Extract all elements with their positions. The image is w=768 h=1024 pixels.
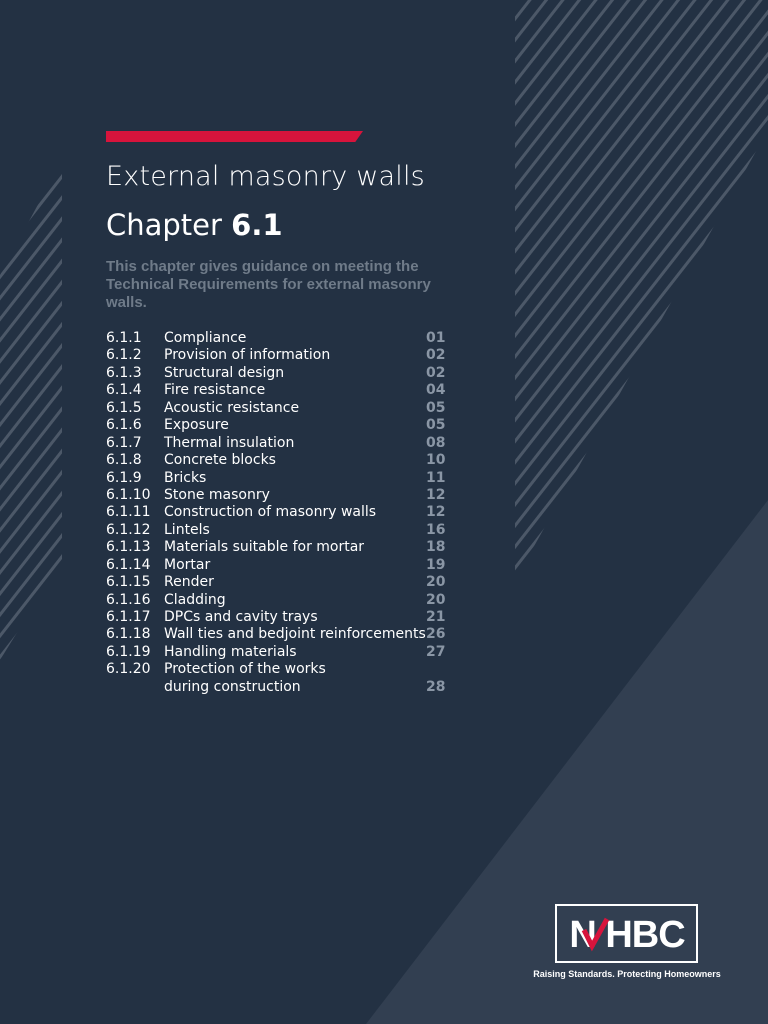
toc-section-number: 6.1.4 xyxy=(106,382,142,399)
toc-section-title: Handling materials xyxy=(164,643,297,660)
toc-section-number: 6.1.6 xyxy=(106,417,142,434)
chapter-heading xyxy=(106,208,283,242)
toc-page-number: 20 xyxy=(426,574,446,591)
toc-section-number: 6.1.9 xyxy=(106,469,142,486)
toc-section-number: 6.1.1 xyxy=(106,330,142,346)
toc-section-number: 6.1.13 xyxy=(106,539,151,556)
toc-page-number: 12 xyxy=(426,486,446,503)
toc-row[interactable] xyxy=(106,330,456,347)
chapter-number: 6.1 xyxy=(231,208,283,242)
toc-section-number: 6.1.5 xyxy=(106,399,142,416)
toc-row[interactable] xyxy=(106,539,456,556)
toc-section-title: Exposure xyxy=(164,417,229,434)
toc-section-number: 6.1.18 xyxy=(106,626,151,643)
toc-section-number: 6.1.2 xyxy=(106,347,142,364)
svg-text:N HBC: N HBC xyxy=(569,914,685,956)
toc-section-title: Thermal insulation xyxy=(164,434,295,451)
toc-row[interactable] xyxy=(106,487,456,504)
toc-row[interactable] xyxy=(106,365,456,382)
toc-row[interactable] xyxy=(106,347,456,364)
toc-section-title: Structural design xyxy=(164,364,285,381)
toc-section-title: Concrete blocks xyxy=(164,452,276,469)
toc-section-title: Protection of the works xyxy=(164,661,326,678)
toc-section-title: Cladding xyxy=(164,591,226,608)
toc-page-number: 26 xyxy=(426,626,446,643)
toc-row[interactable] xyxy=(106,679,456,696)
toc-page-number: 28 xyxy=(426,678,446,695)
toc-page-number: 16 xyxy=(426,521,446,538)
toc-section-title: Bricks xyxy=(164,469,207,486)
toc-section-title: Stone masonry xyxy=(164,486,270,503)
toc-section-number: 6.1.14 xyxy=(106,556,151,573)
toc-section-number: 6.1.11 xyxy=(106,504,151,521)
toc-page-number: 21 xyxy=(426,609,446,625)
chapter-label: Chapter xyxy=(106,208,222,242)
toc-section-number: 6.1.7 xyxy=(106,434,142,451)
toc-section-title: Lintels xyxy=(164,521,210,538)
toc-page-number: 20 xyxy=(426,591,446,608)
toc-page-number: 08 xyxy=(426,434,446,451)
toc-section-title: Materials suitable for mortar xyxy=(164,539,365,556)
toc-row[interactable] xyxy=(106,400,456,417)
toc-row[interactable] xyxy=(106,470,456,487)
toc-section-number: 6.1.8 xyxy=(106,452,142,469)
toc-row[interactable] xyxy=(106,574,456,591)
toc-section-number: 6.1.16 xyxy=(106,591,151,608)
toc-row[interactable] xyxy=(106,557,456,574)
toc-row[interactable] xyxy=(106,382,456,399)
toc-section-number: 6.1.19 xyxy=(106,643,151,660)
table-of-contents xyxy=(106,330,456,696)
toc-section-number: 6.1.10 xyxy=(106,486,151,503)
toc-section-title: Acoustic resistance xyxy=(164,399,300,416)
toc-section-title: Compliance xyxy=(164,330,247,346)
toc-page-number: 05 xyxy=(426,399,446,416)
toc-page-number: 04 xyxy=(426,382,446,399)
toc-section-title: Render xyxy=(164,574,214,591)
toc-page-number: 11 xyxy=(426,469,446,486)
toc-section-title: Fire resistance xyxy=(164,382,266,399)
toc-section-title: Wall ties and bedjoint reinforcements xyxy=(164,626,426,643)
toc-section-number: 6.1.15 xyxy=(106,574,151,591)
toc-row[interactable] xyxy=(106,452,456,469)
toc-row[interactable] xyxy=(106,435,456,452)
toc-row[interactable] xyxy=(106,609,456,626)
toc-section-title: Mortar xyxy=(164,556,211,573)
accent-bar xyxy=(106,131,363,142)
toc-section-title: Provision of information xyxy=(164,347,331,364)
chapter-title: External masonry walls xyxy=(106,161,425,192)
toc-page-number: 27 xyxy=(426,643,446,660)
toc-row[interactable] xyxy=(106,592,456,609)
toc-section-number: 6.1.20 xyxy=(106,661,151,678)
toc-section-title: Construction of masonry walls xyxy=(164,504,377,521)
logo-tagline: Raising Standards. Protecting Homeowners xyxy=(533,969,721,979)
toc-page-number: 19 xyxy=(426,556,446,573)
toc-row[interactable] xyxy=(106,661,456,678)
toc-row[interactable] xyxy=(106,504,456,521)
toc-row[interactable] xyxy=(106,522,456,539)
chapter-intro: This chapter gives guidance on meeting the Technical Requirements for external masonry walls. xyxy=(106,258,431,311)
toc-page-number: 10 xyxy=(426,452,446,469)
toc-row[interactable] xyxy=(106,644,456,661)
toc-row[interactable] xyxy=(106,417,456,434)
nhbc-logo xyxy=(555,904,698,963)
toc-page-number: 05 xyxy=(426,417,446,434)
toc-page-number: 18 xyxy=(426,539,446,556)
toc-row[interactable] xyxy=(106,626,456,643)
toc-page-number: 12 xyxy=(426,504,446,521)
toc-section-title: during construction xyxy=(164,678,301,695)
toc-section-number: 6.1.3 xyxy=(106,364,142,381)
toc-page-number: 02 xyxy=(426,364,446,381)
toc-section-number: 6.1.12 xyxy=(106,521,151,538)
toc-section-number: 6.1.17 xyxy=(106,609,151,625)
toc-section-title: DPCs and cavity trays xyxy=(164,609,318,625)
toc-page-number: 02 xyxy=(426,347,446,364)
toc-page-number: 01 xyxy=(426,330,446,346)
